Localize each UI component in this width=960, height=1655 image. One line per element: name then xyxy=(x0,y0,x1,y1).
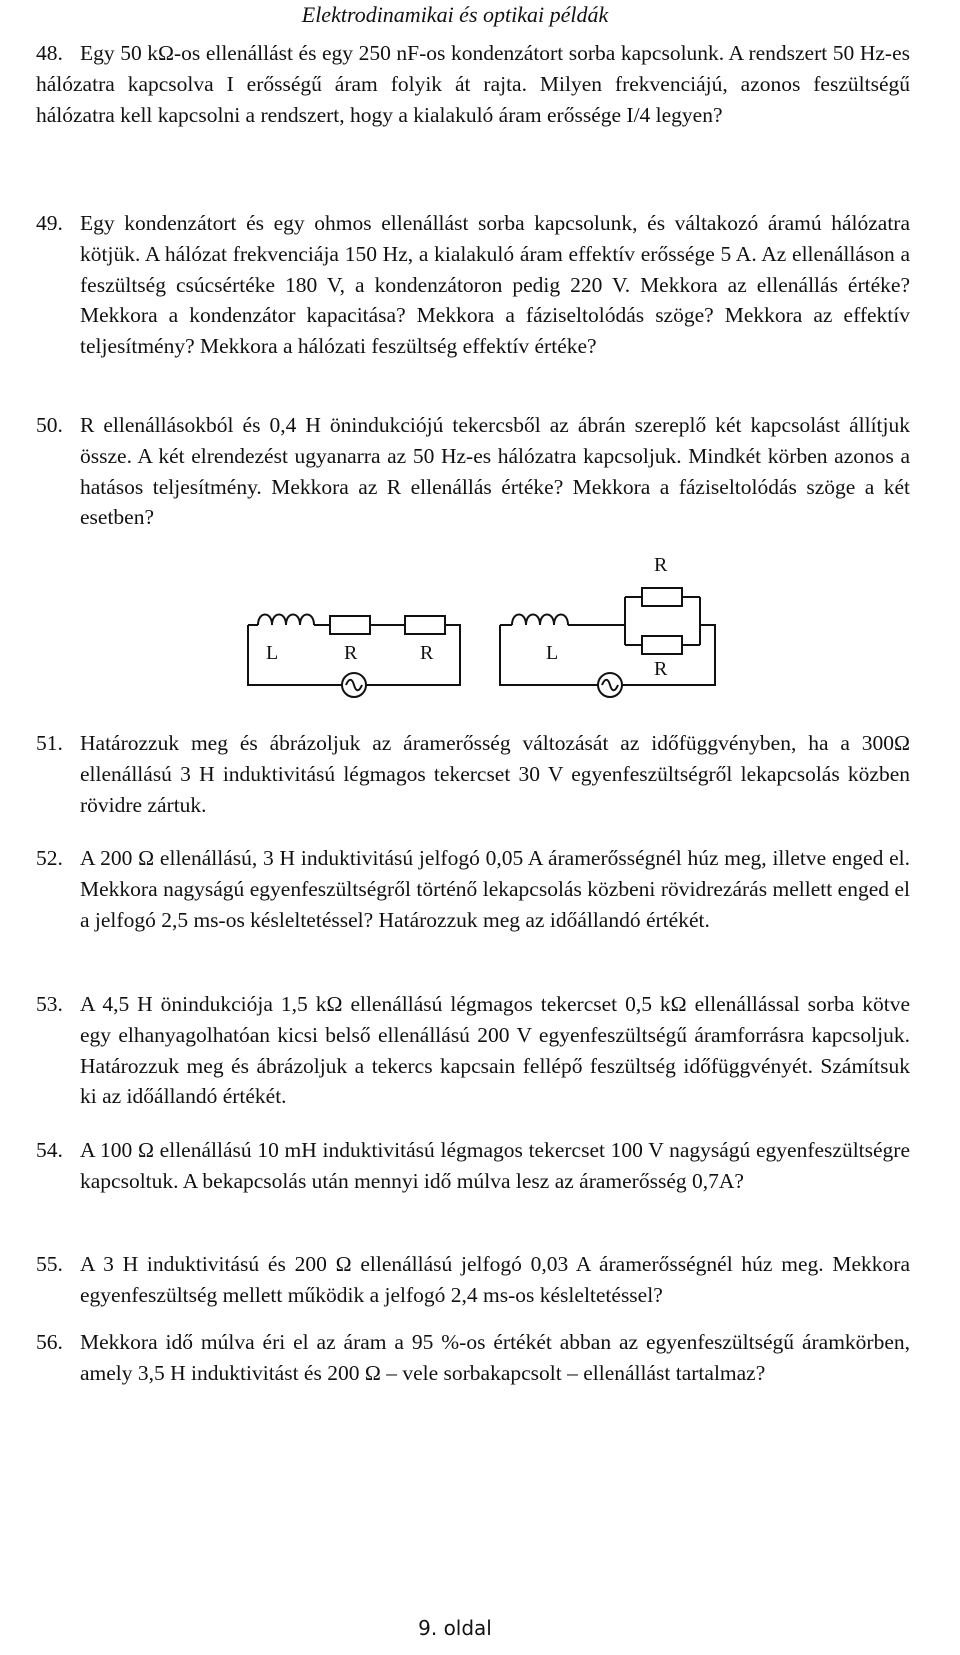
page-header: Elektrodinamikai és optikai példák xyxy=(301,2,609,27)
problem-text: R ellenállásokból és 0,4 H önindukciójú tekercsből az ábrán szereplő két kapcsolást állítjuk össze. A két elrendezést ugyanarra az 50 Hz-es hálózatra kapcsoljuk. Mindkét körben azonos a hatásos teljesítmény. Mekkora az R ellenállás értéke? Mekkora a fáziseltolódás szöge a két esetben? xyxy=(80,413,910,530)
problem-49 xyxy=(36,208,910,362)
problem-number: 54. xyxy=(36,1138,63,1162)
resistor xyxy=(405,616,445,634)
problem-52 xyxy=(36,843,910,935)
problem-53 xyxy=(36,989,910,1112)
resistor xyxy=(330,616,370,634)
circuit-diagram xyxy=(230,554,720,745)
problem-number: 55. xyxy=(36,1252,63,1276)
problem-text: Egy 50 kΩ-os ellenállást és egy 250 nF-os kondenzátort sorba kapcsolunk. A rendszert 50 Hz-es hálózatra kapcsolva I erősségű áram folyik át rajta. Milyen frekvenciájú, azonos feszültségű hálózatra kell kapcsolni a rendszert, hogy a kialakuló áram erőssége I/4 legyen? xyxy=(36,41,910,127)
problem-text: A 3 H induktivitású és 200 Ω ellenállású jelfogó 0,03 A áramerősségnél húz meg. Mekkora egyenfeszültség mellett működik a jelfogó 2,4 ms-os késleltetéssel? xyxy=(80,1252,910,1307)
problem-text: A 100 Ω ellenállású 10 mH induktivitású légmagos tekercset 100 V nagyságú egyenfeszültségre kapcsoltuk. A bekapcsolás után mennyi idő múlva lesz az áramerősség 0,7A? xyxy=(80,1138,910,1193)
inductor-coil xyxy=(512,615,568,626)
problem-number: 53. xyxy=(36,992,63,1016)
problem-text: A 200 Ω ellenállású, 3 H induktivitású jelfogó 0,05 A áramerősségnél húz meg, illetve enged el. Mekkora nagyságú egyenfeszültségről történő lekapcsolás közbeni rövidrezárás mellett enged el a jelfogó 2,5 ms-os késleltetéssel? Határozzuk meg az időállandó értékét. xyxy=(80,846,910,932)
problem-number: 48. xyxy=(36,41,63,65)
resistor xyxy=(642,588,682,606)
problem-text: Határozzuk meg és ábrázoljuk az áramerősség változását az időfüggvényben, ha a 300Ω ellenállású 3 H induktivitású légmagos tekercset 30 V egyenfeszültségről lekapcsolás közben rövidre zártuk. xyxy=(80,731,910,817)
label-L: L xyxy=(546,642,559,664)
problem-51 xyxy=(36,728,910,820)
problem-text: A 4,5 H önindukciója 1,5 kΩ ellenállású légmagos tekercset 0,5 kΩ ellenállással sorba kötve egy elhanyagolhatóan kicsi belső ellenállású 200 V egyenfeszültségű áramforrásra kapcsoljuk. Határozzuk meg és ábrázoljuk a tekercs kapcsain fellépő feszültség időfüggvényét. Számítsuk ki az időállandó értékét. xyxy=(80,992,910,1109)
label-R: R xyxy=(654,658,668,680)
problem-number: 50. xyxy=(36,413,63,437)
problem-55 xyxy=(36,1249,910,1311)
page-number: 9. oldal xyxy=(418,1616,492,1640)
problem-text: Egy kondenzátort és egy ohmos ellenállást sorba kapcsolunk, és váltakozó áramú hálózatra kötjük. A hálózat frekvenciája 150 Hz, a kialakuló áram effektív erőssége 5 A. Az ellenálláson a feszültség csúcsértéke 180 V, a kondenzátoron pedig 220 V. Mekkora az ellenállás értéke? Mekkora a kondenzátor kapacitása? Mekkora a fáziseltolódás szöge? Mekkora az effektív teljesítmény? Mekkora a hálózati feszültség effektív értéke? xyxy=(80,211,910,359)
problem-number: 51. xyxy=(36,731,63,755)
problem-number: 56. xyxy=(36,1330,63,1354)
label-R: R xyxy=(420,642,434,664)
label-R: R xyxy=(654,554,668,576)
problem-text: Mekkora idő múlva éri el az áram a 95 %-os értékét abban az egyenfeszültségű áramkörben, amely 3,5 H induktivitást és 200 Ω – vele sorbakapcsolt – ellenállást tartalmaz? xyxy=(80,1330,910,1385)
problem-54 xyxy=(36,1135,910,1197)
label-R: R xyxy=(344,642,358,664)
problem-50 xyxy=(36,410,910,533)
label-L: L xyxy=(266,642,279,664)
inductor-coil xyxy=(258,615,314,626)
resistor xyxy=(642,636,682,654)
problem-48 xyxy=(36,38,910,130)
problem-number: 52. xyxy=(36,846,63,870)
problem-number: 49. xyxy=(36,211,63,235)
problem-56 xyxy=(36,1327,910,1389)
